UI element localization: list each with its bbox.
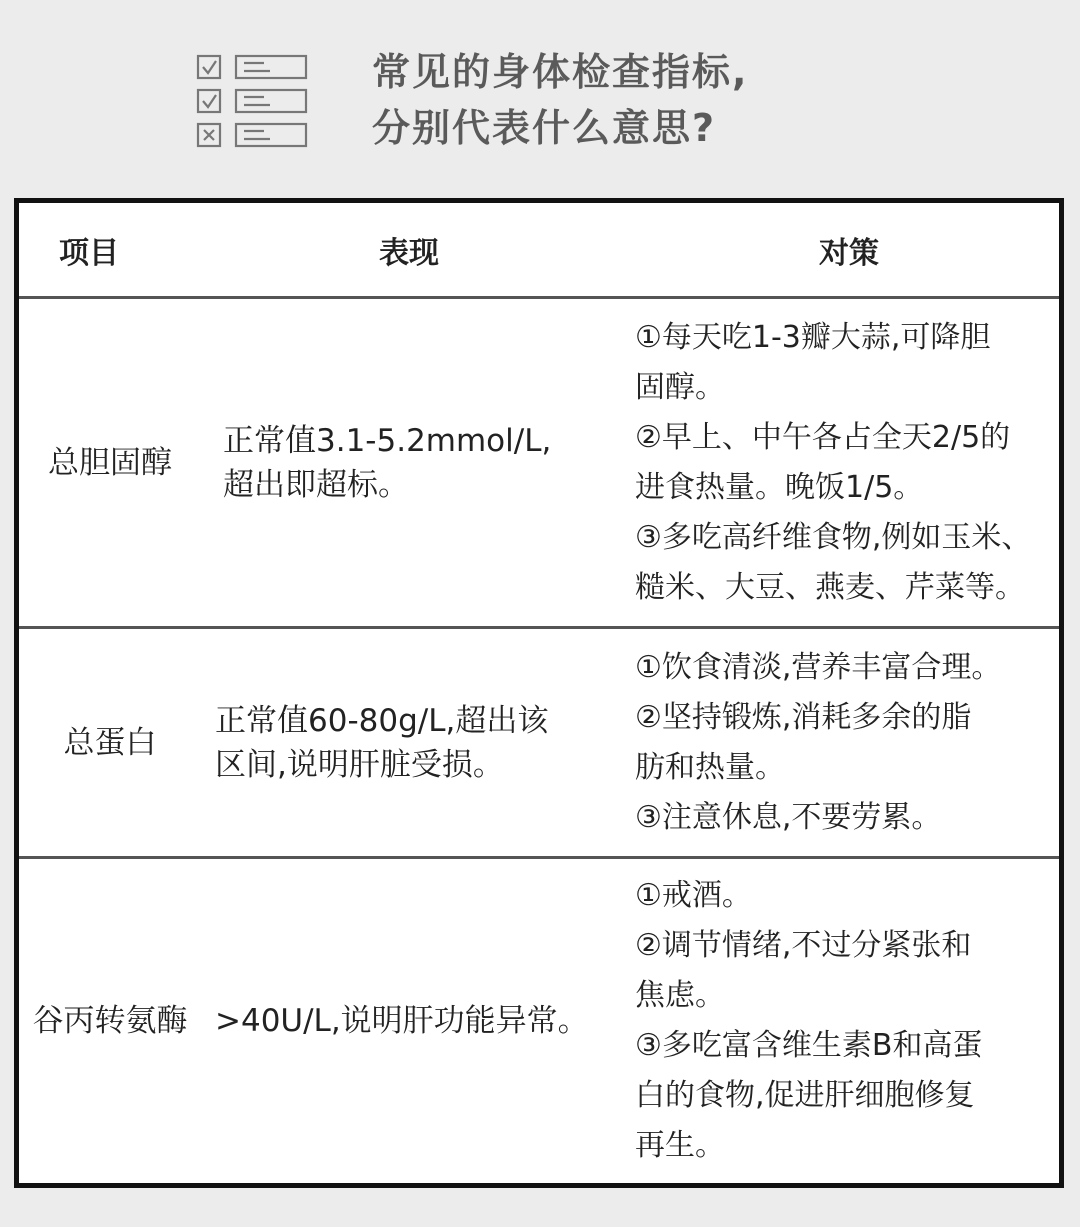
title-line-1: 常见的身体检查指标, <box>372 50 749 94</box>
desc-line: 区间,说明肝脏受损。 <box>215 746 504 783</box>
item-name: 谷丙转氨酶 <box>32 1003 188 1039</box>
plan-line: 糙米、大豆、燕麦、芹菜等。 <box>635 569 1025 605</box>
plan-line: 再生。 <box>635 1128 725 1163</box>
plan-line: 肪和热量。 <box>635 749 785 785</box>
desc-line: 正常值60-80g/L,超出该 <box>215 702 549 739</box>
column-header-plan: 对策 <box>819 235 879 271</box>
plan-line: ③多吃高纤维食物,例如玉米、 <box>635 519 1032 555</box>
desc-line: >40U/L,说明肝功能异常。 <box>215 1003 589 1039</box>
title-line-2: 分别代表什么意思? <box>372 106 717 150</box>
table-row <box>19 299 1059 629</box>
plan-line: ①每天吃1-3瓣大蒜,可降胆 <box>635 319 991 355</box>
plan-line: 焦虑。 <box>635 978 725 1013</box>
plan-line: ③多吃富含维生素B和高蛋 <box>635 1028 983 1063</box>
item-cell <box>19 299 201 626</box>
plan-line: ①戒酒。 <box>635 878 752 913</box>
header <box>0 0 1080 200</box>
desc-cell <box>215 629 635 856</box>
table-header-row <box>19 203 1059 299</box>
checklist-icon <box>196 52 308 152</box>
plan-line: 进食热量。晚饭1/5。 <box>635 469 924 505</box>
desc-line: 超出即超标。 <box>223 466 409 503</box>
item-cell <box>19 629 201 856</box>
plan-line: ①饮食清淡,营养丰富合理。 <box>635 649 1002 685</box>
plan-line: 白的食物,促进肝细胞修复 <box>635 1078 975 1113</box>
desc-cell <box>215 859 635 1183</box>
item-cell <box>19 859 201 1183</box>
desc-cell <box>215 299 635 626</box>
indicator-table <box>14 198 1064 1188</box>
table-row <box>19 859 1059 1183</box>
plan-cell <box>635 859 1059 1183</box>
page-title <box>372 44 748 156</box>
item-name: 总蛋白 <box>63 724 157 761</box>
item-name: 总胆固醇 <box>48 444 172 481</box>
plan-cell <box>635 299 1059 626</box>
plan-cell <box>635 629 1059 856</box>
plan-line: ③注意休息,不要劳累。 <box>635 799 942 835</box>
desc-line: 正常值3.1-5.2mmol/L, <box>223 422 552 459</box>
column-header-desc: 表现 <box>379 235 439 271</box>
plan-line: 固醇。 <box>635 369 725 405</box>
plan-line: ②调节情绪,不过分紧张和 <box>635 928 972 963</box>
plan-line: ②坚持锻炼,消耗多余的脂 <box>635 699 972 735</box>
table-row <box>19 629 1059 859</box>
plan-line: ②早上、中午各占全天2/5的 <box>635 419 1011 455</box>
column-header-item: 项目 <box>59 235 119 271</box>
